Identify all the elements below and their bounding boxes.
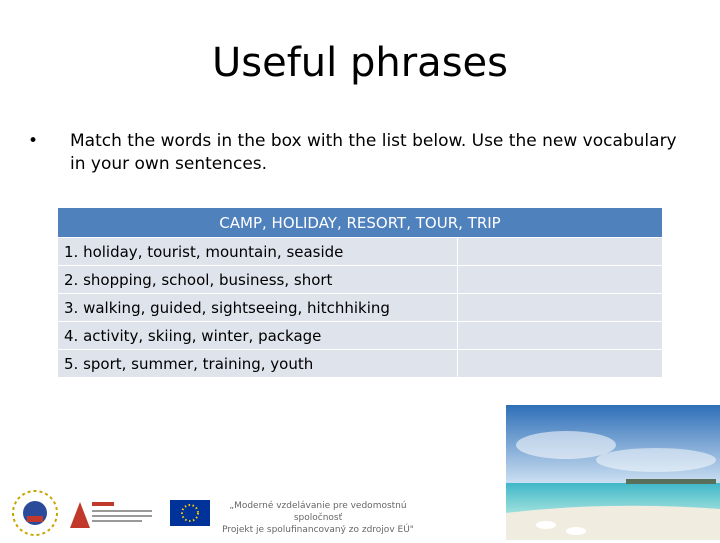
- table-row: [58, 350, 663, 378]
- row-answer: [458, 294, 663, 322]
- vocabulary-table: [57, 207, 663, 378]
- slide-title: Useful phrases: [212, 40, 508, 86]
- row-words: 4. activity, skiing, winter, package: [58, 322, 458, 350]
- table-header: CAMP, HOLIDAY, RESORT, TOUR, TRIP: [58, 208, 663, 238]
- row-words: 1. holiday, tourist, mountain, seaside: [58, 238, 458, 266]
- table-row: [58, 294, 663, 322]
- table-row: [58, 322, 663, 350]
- row-words: 2. shopping, school, business, short: [58, 266, 458, 294]
- eu-flag-icon: [170, 500, 210, 526]
- table-row: [58, 266, 663, 294]
- row-answer: [458, 238, 663, 266]
- row-words: 5. sport, summer, training, youth: [58, 350, 458, 378]
- row-answer: [458, 266, 663, 294]
- beach-photo: [506, 405, 720, 540]
- table-row: [58, 238, 663, 266]
- row-answer: [458, 350, 663, 378]
- instruction-text: Match the words in the box with the list below. Use the new vocabulary in your own sentences.: [70, 131, 677, 174]
- agency-logo-icon: [68, 498, 152, 528]
- project-line-1: „Moderné vzdelávanie pre vedomostnú spoločnosť: [229, 501, 407, 523]
- table-header-row: [58, 208, 663, 238]
- school-seal-icon: [13, 491, 57, 535]
- bullet-icon: •: [28, 131, 39, 151]
- row-answer: [458, 322, 663, 350]
- project-line-2: Projekt je spolufinancovaný zo zdrojov EÚ": [222, 525, 414, 535]
- project-caption: [218, 500, 418, 536]
- row-words: 3. walking, guided, sightseeing, hitchhiking: [58, 294, 458, 322]
